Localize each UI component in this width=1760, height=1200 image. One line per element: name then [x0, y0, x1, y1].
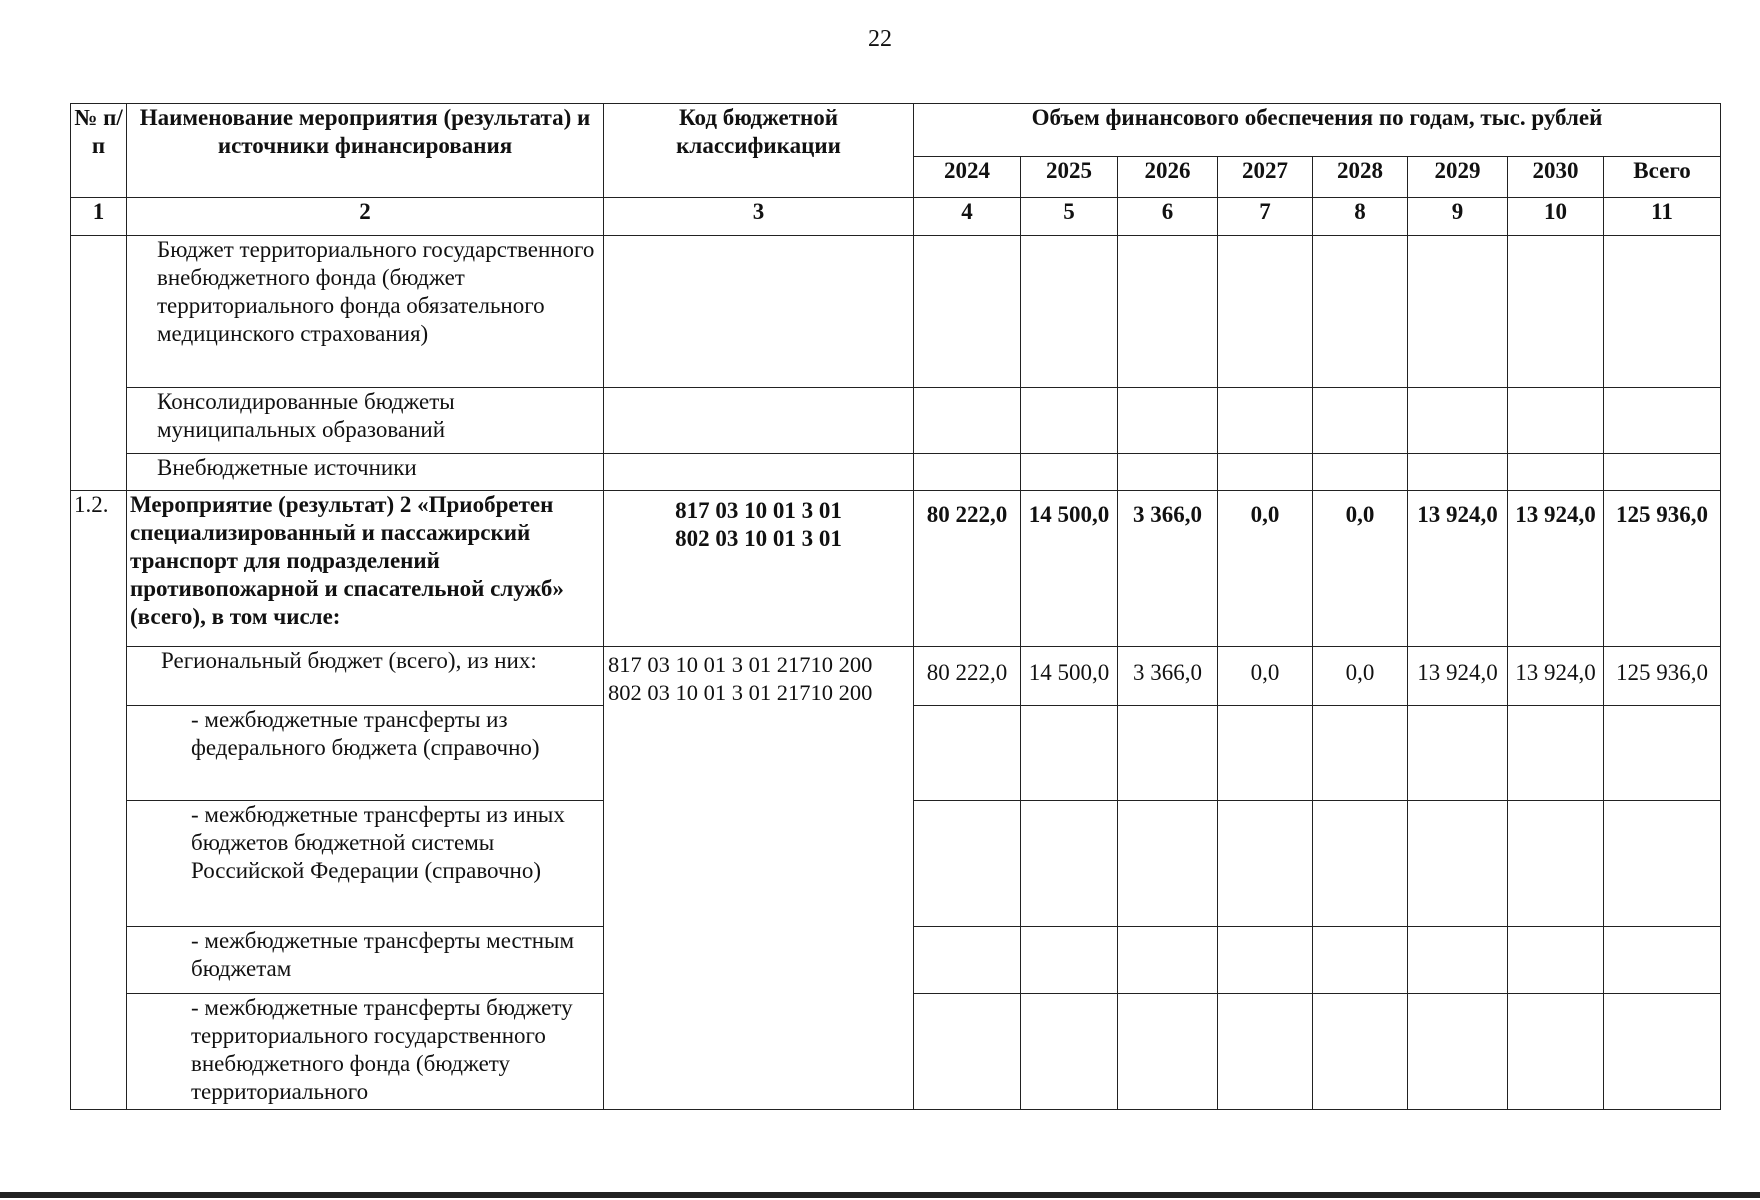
value-2029: 13 924,0 [1408, 647, 1508, 706]
header-num: № п/п [71, 104, 127, 198]
value-2030: 13 924,0 [1508, 491, 1604, 647]
value-2026: 3 366,0 [1118, 491, 1218, 647]
table-row [71, 454, 1721, 491]
measure-codes [604, 491, 914, 647]
column-number: 3 [604, 198, 914, 236]
code-cell [604, 388, 914, 454]
value-2025: 14 500,0 [1021, 491, 1118, 647]
source-label: Региональный бюджет (всего), из них: [127, 647, 604, 706]
value-2024: 80 222,0 [914, 647, 1021, 706]
header-year: 2026 [1118, 157, 1218, 198]
source-label: - межбюджетные трансферты из иных бюджетов бюджетной системы Российской Федерации (справочно) [127, 801, 604, 927]
value-2024: 80 222,0 [914, 491, 1021, 647]
value-2027: 0,0 [1218, 647, 1313, 706]
table-row [71, 236, 1721, 388]
table-row [71, 388, 1721, 454]
value-2029: 13 924,0 [1408, 491, 1508, 647]
measure-label: Мероприятие (результат) 2 «Приобретен специализированный и пассажирский транспорт для подразделений противопожарной и спасательной служб» (всего), в том числе: [127, 491, 604, 647]
bottom-rule [0, 1192, 1760, 1198]
measure-row [71, 491, 1721, 647]
column-number: 8 [1313, 198, 1408, 236]
value-2026: 3 366,0 [1118, 647, 1218, 706]
value-2030: 13 924,0 [1508, 647, 1604, 706]
header-year: 2024 [914, 157, 1021, 198]
column-number: 11 [1604, 198, 1721, 236]
header-total: Всего [1604, 157, 1721, 198]
source-label: - межбюджетные трансферты из федерального бюджета (справочно) [127, 706, 604, 801]
header-year: 2029 [1408, 157, 1508, 198]
header-year: 2027 [1218, 157, 1313, 198]
source-label: Бюджет территориального государственного внебюджетного фонда (бюджет территориального фонда обязательного медицинского страхования) [127, 236, 604, 388]
header-year: 2030 [1508, 157, 1604, 198]
column-number: 10 [1508, 198, 1604, 236]
value-2028: 0,0 [1313, 647, 1408, 706]
column-number: 2 [127, 198, 604, 236]
value-2025: 14 500,0 [1021, 647, 1118, 706]
header-year: 2028 [1313, 157, 1408, 198]
header-code: Код бюджетной классификации [604, 104, 914, 198]
source-label: Внебюджетные источники [127, 454, 604, 491]
source-label: Консолидированные бюджеты муниципальных образований [127, 388, 604, 454]
code-line: 817 03 10 01 3 01 [675, 498, 842, 523]
header-volume: Объем финансового обеспечения по годам, тыс. рублей [914, 104, 1721, 157]
source-label: - межбюджетные трансферты бюджету территориального государственного внебюджетного фонда (бюджету территориального [127, 994, 604, 1110]
value-2027: 0,0 [1218, 491, 1313, 647]
measure-num: 1.2. [71, 491, 127, 1110]
num-cell [71, 236, 127, 491]
page-number: 22 [868, 26, 892, 52]
header-name: Наименование мероприятия (результата) и источники финансирования [127, 104, 604, 198]
code-cell [604, 236, 914, 388]
code-cell [604, 454, 914, 491]
regional-codes [604, 647, 914, 1110]
column-number: 6 [1118, 198, 1218, 236]
code-line: 817 03 10 01 3 01 21710 200 [608, 652, 873, 677]
value-total: 125 936,0 [1604, 647, 1721, 706]
code-line: 802 03 10 01 3 01 [675, 526, 842, 551]
column-number: 9 [1408, 198, 1508, 236]
column-number: 5 [1021, 198, 1118, 236]
column-number: 7 [1218, 198, 1313, 236]
table-row [71, 647, 1721, 706]
column-number: 1 [71, 198, 127, 236]
header-year: 2025 [1021, 157, 1118, 198]
code-line: 802 03 10 01 3 01 21710 200 [608, 680, 873, 705]
value-2028: 0,0 [1313, 491, 1408, 647]
source-label: - межбюджетные трансферты местным бюджетам [127, 927, 604, 994]
budget-table [70, 103, 1721, 1110]
column-number: 4 [914, 198, 1021, 236]
value-total: 125 936,0 [1604, 491, 1721, 647]
